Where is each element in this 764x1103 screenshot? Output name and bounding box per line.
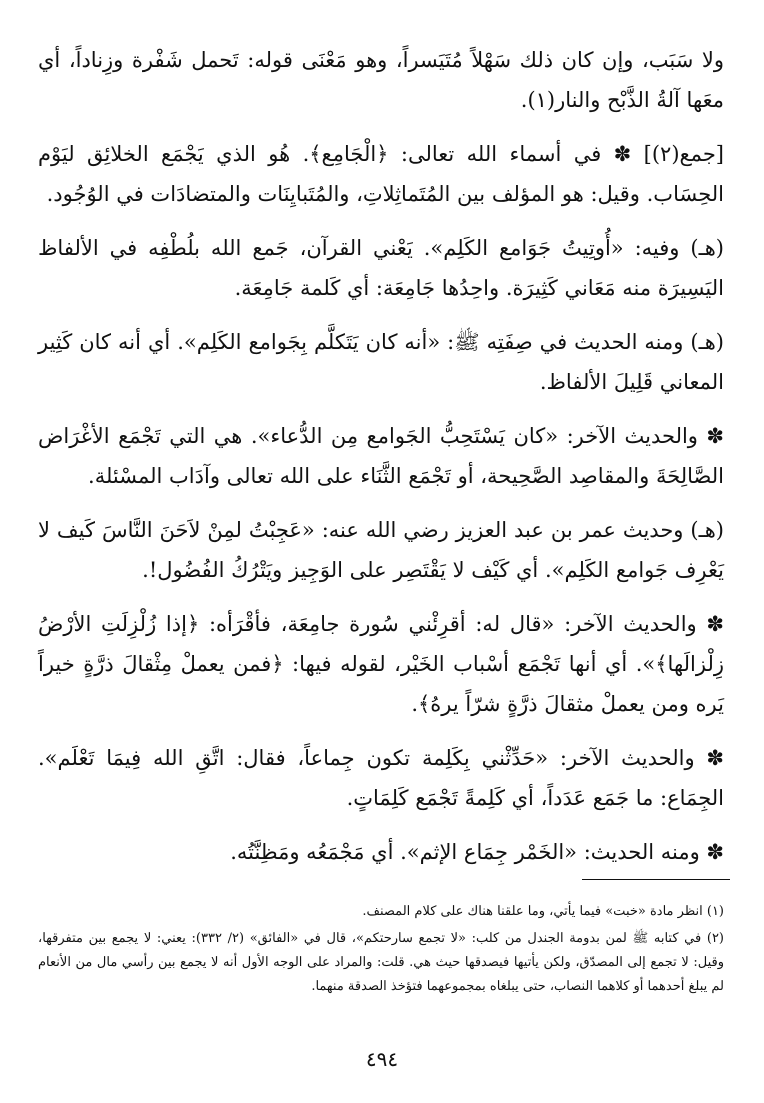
paragraph-entry-jamaa: [جمع(٢)] ✽ في أسماء الله تعالى: ﴿الْجَامِع﴾. هُو الذي يَجْمَع الخلائِق ليَوْم الحِسَاب. وقيل: هو المؤلف بين المُتَماثِلاتِ، والمُتَبايِنَات والمتضادَات في الوُجُود. — [38, 142, 724, 206]
paragraph-jawami-alkalim: (هـ) وفيه: «أُوتِيتُ جَوَامع الكَلِم». يَعْني القرآن، جَمع الله بلُطْفِه في الألفاظ اليَسِيرَة منه مَعَاني كَثِيرَة. واحِدُها جَامِعَة: أي كَلمة جَامِعَة. — [38, 236, 724, 300]
footnote-2: (٢) في كتابه ﷺ لمن بدومة الجندل من كلب: «لا تجمع سارحتكم»، قال في «الفائق» (٢/ ٣٣٢): يعني: لا يجمع بين متفرقها، وقيل: لا تجمع إلى المصدّق، ولكن يأتيها فيصدقها حيث هي. قلت: والمراد على الوجه الأول أنه لا يجمع بين رأسي مال من الأنعام لم يبلغ أحدهما أو كلاهما النصاب، حتى يبلغاه بمجموعهما فتؤخذ الصدقة منهما. — [38, 931, 724, 994]
main-text — [38, 40, 724, 886]
paragraph-continuation: ولا سَبَب، وإن كان ذلك سَهْلاً مُتَيَسراً، وهو مَعْنَى قوله: تَحمل شَفْرة وزِناداً، أي معَها آلةُ الذَّبْح والنار(١). — [38, 48, 724, 112]
paragraph-umar: (هـ) وحديث عمر بن عبد العزيز رضي الله عنه: «عَجِبْتُ لمِنْ لاَحَنَ النَّاسَ كَيف لا يَعْرِف جَوامع الكَلِم». أي كَيْف لا يَقْتَصِر على الوَجِيز ويَتْرُكُ الفُضُول!. — [38, 518, 724, 582]
footnotes — [38, 900, 724, 1002]
paragraph-sifatihi: (هـ) ومنه الحديث في صِفَتِه ﷺ: «أنه كان يَتَكلَّم بِجَوامع الكَلِم». أي أنه كان كَثِير المعاني قَلِيلَ الألفاظ. — [38, 330, 724, 394]
page-number: ٤٩٤ — [365, 1047, 399, 1071]
footnote-1: (١) انظر مادة «خبت» فيما يأتي، وما علقنا هناك على كلام المصنف. — [362, 904, 724, 919]
footnote-separator — [582, 879, 730, 880]
paragraph-dua: ✽ والحديث الآخر: «كان يَسْتَحِبُّ الجَوامع مِن الدُّعاء». هي التي تَجْمَع الأغْرَاض الصَّالِحَةَ والمقاصِد الصَّحِيحة، أو تَجْمَع الثَّنَاء على الله تعالى وآدَاب المسْئلة. — [38, 424, 724, 488]
paragraph-jimaa: ✽ والحديث الآخر: «حَدِّثْني بِكَلِمة تكون جِماعاً، فقال: اتَّقِ الله فِيمَا تَعْلَم». الجِمَاع: ما جَمَع عَدَداً، أي كَلِمةً تَجْمَع كَلِمَاتٍ. — [38, 746, 724, 810]
paragraph-surah: ✽ والحديث الآخر: «قال له: أقرِئْني سُورة جامِعَة، فأقْرَأه: ﴿إذا زُلْزِلَتِ الأرْضُ زِلْزالَها﴾». أي أنها تَجْمَع أسْباب الخَيْر، لقوله فيها: ﴿فمن يعملْ مِثْقالَ ذرَّةٍ خيراً يَره ومن يعملْ مثقالَ ذرَّةٍ شرّاً يرهُ﴾. — [38, 612, 724, 716]
paragraph-khamr: ✽ ومنه الحديث: «الخَمْر جِمَاع الإثم». أي مَجْمَعُه ومَظِنَّتُه. — [230, 840, 724, 864]
